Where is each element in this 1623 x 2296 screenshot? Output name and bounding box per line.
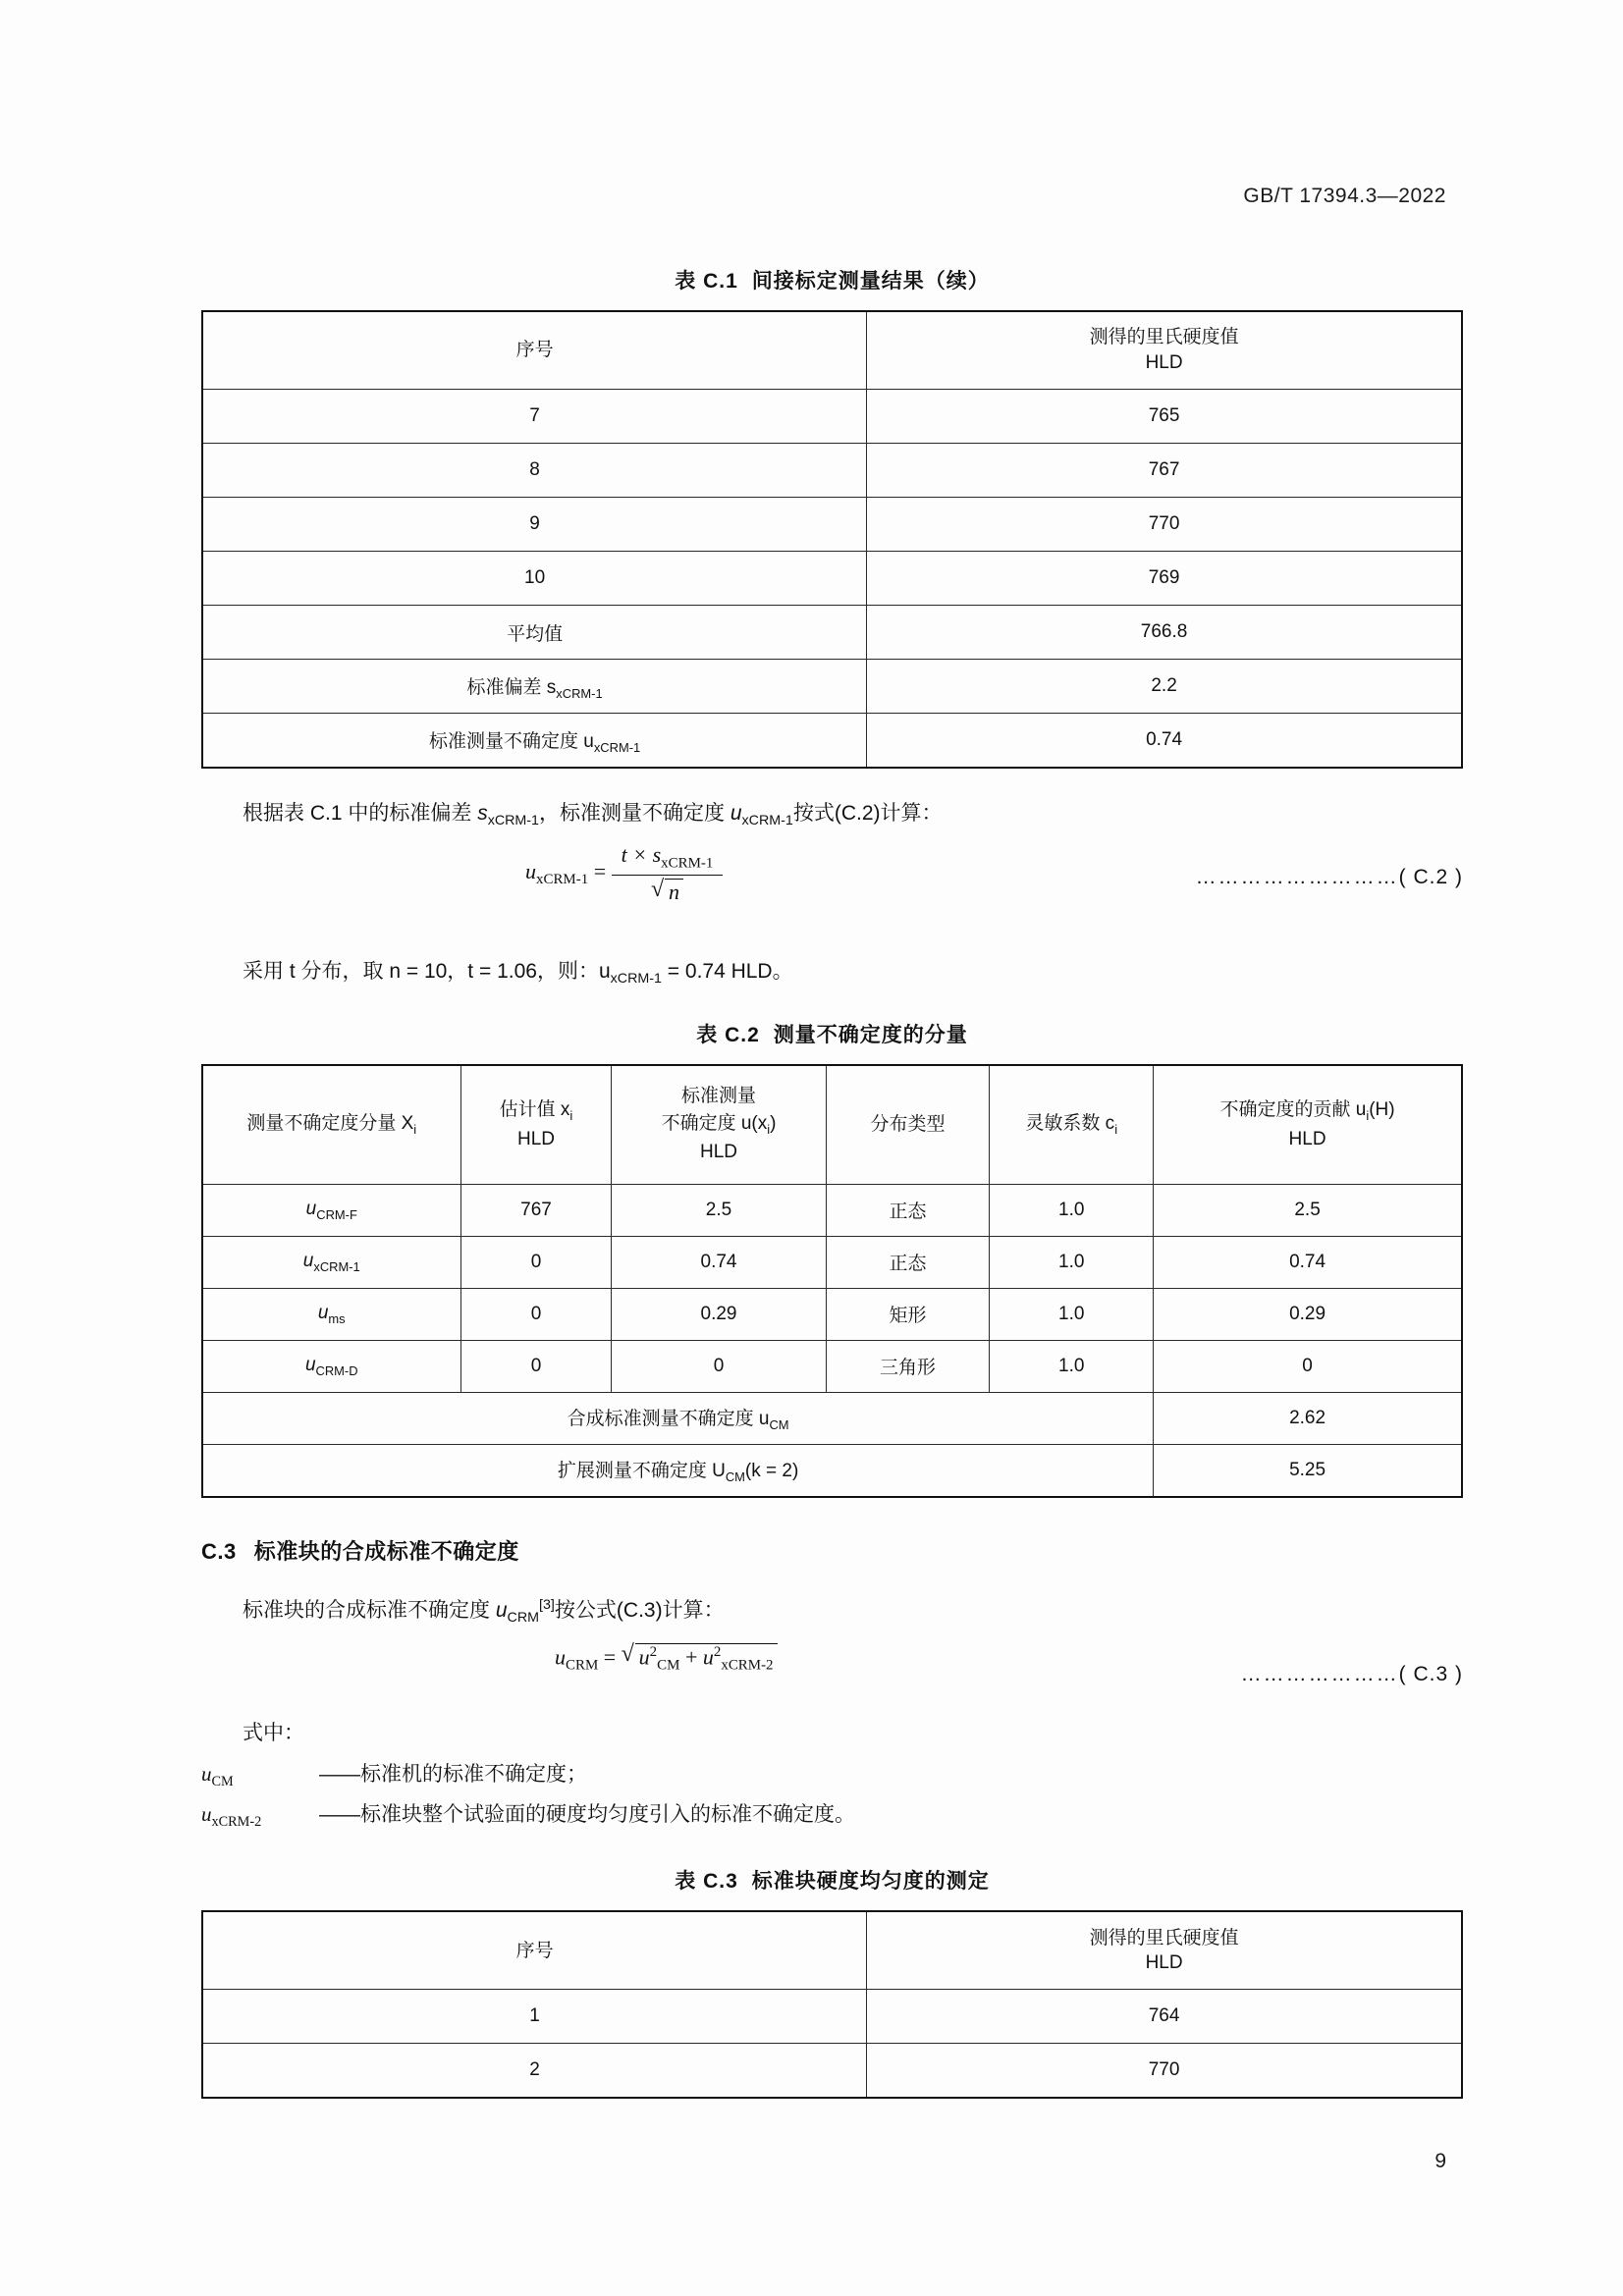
table-c3-caption <box>201 1865 1463 1895</box>
table-c2-row1-contrib: 0.74 <box>1154 1236 1462 1288</box>
table-c2-header-c6-line1-text: 不确定度的贡献 u <box>1219 1099 1367 1121</box>
table-c3-header-col2-line1: 测得的里氏硬度值 <box>1089 1927 1239 1949</box>
table-c2-row1-dist: 正态 <box>826 1236 990 1288</box>
formula-c2-equals: = <box>593 859 607 884</box>
table-c2-row2-symbol <box>202 1288 460 1340</box>
section-c3-where-label: 式中： <box>243 1721 304 1744</box>
table-c2-header-c6 <box>1154 1065 1462 1185</box>
table-row <box>202 2044 1462 2099</box>
table-c3-row0-label: 1 <box>202 1990 867 2044</box>
table-c1 <box>201 310 1463 769</box>
table-c2-header-c3-sub: i <box>767 1121 771 1137</box>
table-c2-header-c2-line1 <box>465 1096 608 1126</box>
table-c2-row1-std-unc: 0.74 <box>612 1236 826 1288</box>
section-c3-number: C.3 <box>201 1538 237 1564</box>
section-c3-paragraph <box>201 1591 1463 1631</box>
section-c3-heading <box>201 1535 1463 1566</box>
table-c2 <box>201 1064 1463 1498</box>
para-c1-text-2: ，标准测量不确定度 <box>539 802 730 825</box>
table-c2-row0-symbol-sub: CRM-F <box>316 1206 357 1222</box>
sqrt-icon <box>622 1643 778 1675</box>
table-c2-row3-symbol-sub: CRM-D <box>315 1362 358 1378</box>
table-c3-header-col1: 序号 <box>202 1911 867 1990</box>
formula-c3-number <box>1241 1663 1463 1686</box>
table-c3-header-col2 <box>867 1911 1462 1990</box>
table-c2-row2-std-unc: 0.29 <box>612 1288 826 1340</box>
definition-0-symbol-sub: CM <box>211 1774 234 1790</box>
table-c2-summary0-label <box>202 1392 1154 1444</box>
formula-c2-numerator <box>612 842 724 875</box>
formula-c3-eq-number: ( C.3 ) <box>1398 1662 1463 1685</box>
definition-1-symbol <box>201 1795 319 1836</box>
definition-1-symbol-sub: xCRM-2 <box>211 1814 262 1831</box>
para-c1-sub-2: xCRM-1 <box>741 813 793 829</box>
section-c3-para-sym: u <box>495 1598 508 1622</box>
formula-c3-lhs-symbol: u <box>555 1644 566 1670</box>
table-c2-summary1-label <box>202 1444 1154 1497</box>
paragraph-t-distribution <box>201 952 1463 992</box>
para-t-dist-text-2: = 0.74 HLD。 <box>661 960 793 984</box>
table-row <box>202 1444 1462 1497</box>
table-c2-header-c2-sub: i <box>569 1107 573 1123</box>
table-c1-row5-value: 2.2 <box>867 660 1462 714</box>
table-c2-header-c2-line1-text: 估计值 x <box>499 1099 570 1121</box>
table-c2-row0-symbol <box>202 1184 460 1236</box>
formula-c2-eq-number: ( C.2 ) <box>1398 866 1463 889</box>
para-c1-sym-2: u <box>730 802 742 825</box>
table-c1-row6-value: 0.74 <box>867 714 1462 769</box>
formula-c3-radicand2-sym: u <box>702 1644 714 1670</box>
page-content <box>201 265 1463 2099</box>
table-c2-summary0-label-text: 合成标准测量不确定度 u <box>567 1409 770 1430</box>
table-c2-row1-estimate: 0 <box>460 1236 612 1288</box>
table-c1-row4-value: 766.8 <box>867 606 1462 660</box>
definition-1-symbol-text: u <box>201 1802 212 1827</box>
para-t-dist-sub: xCRM-1 <box>610 971 662 988</box>
table-c1-row1-label: 8 <box>202 444 867 498</box>
table-c2-caption-title: 测量不确定度的分量 <box>773 1023 968 1046</box>
para-c1-sub-1: xCRM-1 <box>487 813 539 829</box>
formula-c2-row <box>201 842 1463 927</box>
formula-c2-lhs-symbol: u <box>525 859 536 884</box>
formula-c3-radicand2-sub: xCRM-2 <box>721 1657 774 1674</box>
section-c3-title: 标准块的合成标准不确定度 <box>253 1538 519 1564</box>
table-c2-row1-symbol <box>202 1236 460 1288</box>
table-c2-header-c6-line2: HLD <box>1288 1128 1326 1149</box>
table-c1-row6-label-sub: xCRM-1 <box>593 739 641 755</box>
formula-c3-radicand <box>635 1643 778 1675</box>
table-c2-summary1-value: 5.25 <box>1154 1444 1462 1497</box>
para-c1-text-3: 按式(C.2)计算： <box>792 802 943 825</box>
definition-1-dash: —— <box>319 1803 360 1827</box>
table-c2-header-row <box>202 1065 1462 1185</box>
table-c2-header-c5-text: 灵敏系数 c <box>1025 1112 1115 1134</box>
table-c2-row3-contrib: 0 <box>1154 1340 1462 1392</box>
table-row <box>202 1288 1462 1340</box>
table-c2-row1-sens: 1.0 <box>990 1236 1154 1288</box>
table-row <box>202 498 1462 552</box>
table-c1-row0-label: 7 <box>202 390 867 444</box>
formula-c2-dots: ……………………… <box>1195 866 1399 889</box>
table-c2-summary1-label-end: (k = 2) <box>744 1461 799 1482</box>
formula-c3-equals: = <box>603 1644 617 1670</box>
table-c2-header-c6-line1-end: (H) <box>1369 1099 1395 1121</box>
table-c2-header-c6-sub: i <box>1366 1107 1370 1123</box>
table-c2-header-c4: 分布类型 <box>826 1065 990 1185</box>
formula-c2-lhs-sub: xCRM-1 <box>536 872 589 888</box>
table-row <box>202 1236 1462 1288</box>
formula-c2-numerator-sub: xCRM-1 <box>661 855 714 872</box>
table-c2-row3-estimate: 0 <box>460 1340 612 1392</box>
para-t-dist-text: 采用 t 分布，取 n = 10，t = 1.06，则：u <box>243 960 611 984</box>
table-c2-row2-estimate: 0 <box>460 1288 612 1340</box>
table-row <box>202 714 1462 769</box>
page-number: 9 <box>1434 2150 1446 2172</box>
table-row <box>202 1990 1462 2044</box>
formula-c2-denominator <box>612 876 724 905</box>
table-c1-header-col2 <box>867 311 1462 390</box>
table-c1-row1-value: 767 <box>867 444 1462 498</box>
table-c2-row3-std-unc: 0 <box>612 1340 826 1392</box>
table-c2-row2-symbol-text: u <box>317 1302 329 1323</box>
table-c2-summary1-label-text: 扩展测量不确定度 U <box>557 1461 726 1482</box>
definition-0-symbol-text: u <box>201 1761 212 1786</box>
table-c2-header-c3-line1: 标准测量 <box>681 1086 757 1107</box>
table-c2-row0-std-unc: 2.5 <box>612 1184 826 1236</box>
section-c3-definition-list <box>201 1755 1463 1837</box>
section-c3-para-text-1: 标准块的合成标准不确定度 <box>243 1598 496 1622</box>
formula-c2-denominator-sym: n <box>668 879 679 904</box>
formula-c3 <box>555 1643 778 1675</box>
table-c2-header-c3-line2-end: ) <box>770 1112 777 1134</box>
table-row <box>202 1340 1462 1392</box>
formula-c2-numerator-text: t × s <box>621 842 662 868</box>
formula-c2-number <box>1196 866 1463 889</box>
table-c1-row3-value: 769 <box>867 552 1462 606</box>
table-c2-header-c3-line3: HLD <box>700 1142 738 1163</box>
table-c2-header-c5 <box>990 1065 1154 1185</box>
table-c2-header-c3-line2 <box>616 1110 821 1140</box>
table-c1-caption-title: 间接标定测量结果（续） <box>751 270 990 293</box>
table-c2-row3-sens: 1.0 <box>990 1340 1154 1392</box>
table-c1-row2-value: 770 <box>867 498 1462 552</box>
table-c2-header-c2-line2: HLD <box>516 1128 555 1149</box>
table-c3 <box>201 1910 1463 2099</box>
table-c2-header-c3 <box>612 1065 826 1185</box>
table-c1-row2-label: 9 <box>202 498 867 552</box>
table-c3-row0-value: 764 <box>867 1990 1462 2044</box>
table-row <box>202 444 1462 498</box>
table-c1-header-col2-line1: 测得的里氏硬度值 <box>1089 327 1239 348</box>
formula-c3-radicand1-sup: 2 <box>649 1643 658 1660</box>
table-c1-row5-label-sub: xCRM-1 <box>556 685 603 701</box>
table-c1-row0-value: 765 <box>867 390 1462 444</box>
table-c1-row6-label-text: 标准测量不确定度 u <box>428 730 594 752</box>
definition-1-text: 标准块整个试验面的硬度均匀度引入的标准不确定度。 <box>360 1803 855 1827</box>
table-c2-summary0-value: 2.62 <box>1154 1392 1462 1444</box>
table-c2-summary0-label-sub: CM <box>769 1417 789 1433</box>
formula-c3-row <box>201 1639 1463 1710</box>
table-row <box>202 660 1462 714</box>
definition-0-text: 标准机的标准不确定度； <box>360 1762 587 1786</box>
table-c1-header-row <box>202 311 1462 390</box>
table-c3-row1-value: 770 <box>867 2044 1462 2099</box>
table-c1-row5-label-text: 标准偏差 s <box>466 676 557 698</box>
table-c1-row4-label: 平均值 <box>202 606 867 660</box>
section-c3-para-sup: [3] <box>539 1596 555 1613</box>
table-row <box>202 1184 1462 1236</box>
table-row <box>202 390 1462 444</box>
formula-c3-radicand2-sup: 2 <box>713 1643 722 1660</box>
table-row <box>202 1392 1462 1444</box>
definition-item <box>201 1795 1463 1836</box>
page-header-standard-code: GB/T 17394.3—2022 <box>1243 185 1446 207</box>
table-c1-caption-label: 表 C.1 <box>675 270 738 293</box>
table-c3-caption-label: 表 C.3 <box>675 1870 738 1894</box>
table-c2-row2-symbol-sub: ms <box>328 1310 346 1326</box>
table-c2-row3-dist: 三角形 <box>826 1340 990 1392</box>
table-c3-header-row <box>202 1911 1462 1990</box>
table-c2-summary1-label-sub: CM <box>725 1469 745 1485</box>
table-c2-row0-contrib: 2.5 <box>1154 1184 1462 1236</box>
table-c1-row6-label <box>202 714 867 769</box>
formula-c3-dots: ………………… <box>1240 1662 1399 1685</box>
table-c2-row0-estimate: 767 <box>460 1184 612 1236</box>
section-c3-para-sub: CRM <box>507 1609 540 1626</box>
table-c3-header-col2-line2: HLD <box>1145 1952 1183 1974</box>
table-c2-header-c1-text: 测量不确定度分量 X <box>246 1112 414 1134</box>
definition-0-symbol <box>201 1755 319 1795</box>
table-c3-caption-title: 标准块硬度均匀度的测定 <box>751 1870 990 1894</box>
table-row <box>202 606 1462 660</box>
table-c2-caption <box>201 1019 1463 1048</box>
table-c1-caption <box>201 265 1463 294</box>
table-c2-row0-symbol-text: u <box>305 1198 317 1219</box>
definition-item <box>201 1755 1463 1795</box>
para-c1-text-1: 根据表 C.1 中的标准偏差 <box>243 802 478 825</box>
table-c3-row1-label: 2 <box>202 2044 867 2099</box>
table-c2-header-c1 <box>202 1065 460 1185</box>
table-c2-row3-symbol-text: u <box>304 1354 316 1375</box>
table-c2-row1-symbol-sub: xCRM-1 <box>313 1258 360 1274</box>
paragraph-after-table-c1 <box>201 794 1463 834</box>
definition-0-dash: —— <box>319 1762 360 1786</box>
para-c1-sym-1: s <box>477 802 488 825</box>
table-c1-header-col1: 序号 <box>202 311 867 390</box>
table-c2-header-c1-sub: i <box>413 1121 417 1137</box>
formula-c3-radicand1-sub: CM <box>657 1657 680 1674</box>
table-c2-row0-dist: 正态 <box>826 1184 990 1236</box>
table-c2-row0-sens: 1.0 <box>990 1184 1154 1236</box>
table-c2-row1-symbol-text: u <box>302 1250 314 1271</box>
table-c2-header-c6-line1 <box>1158 1096 1457 1126</box>
formula-c3-plus: + <box>684 1644 698 1670</box>
formula-c3-radicand1-sym: u <box>638 1644 650 1670</box>
table-c1-row5-label <box>202 660 867 714</box>
table-c2-header-c2 <box>460 1065 612 1185</box>
table-c2-row3-symbol <box>202 1340 460 1392</box>
table-row <box>202 552 1462 606</box>
formula-c2 <box>525 842 723 904</box>
table-c2-row2-dist: 矩形 <box>826 1288 990 1340</box>
formula-c2-fraction <box>612 842 724 904</box>
table-c2-header-c5-sub: i <box>1114 1121 1118 1137</box>
sqrt-icon <box>651 879 683 905</box>
table-c1-row3-label: 10 <box>202 552 867 606</box>
table-c2-header-c3-line2-text: 不确定度 u(x <box>661 1112 768 1134</box>
table-c2-row2-sens: 1.0 <box>990 1288 1154 1340</box>
table-c2-row2-contrib: 0.29 <box>1154 1288 1462 1340</box>
table-c2-caption-label: 表 C.2 <box>696 1023 760 1046</box>
formula-c3-lhs-sub: CRM <box>566 1657 599 1674</box>
section-c3-para-text-2: 按公式(C.3)计算： <box>554 1598 725 1622</box>
table-c1-header-col2-line2: HLD <box>1145 352 1183 373</box>
